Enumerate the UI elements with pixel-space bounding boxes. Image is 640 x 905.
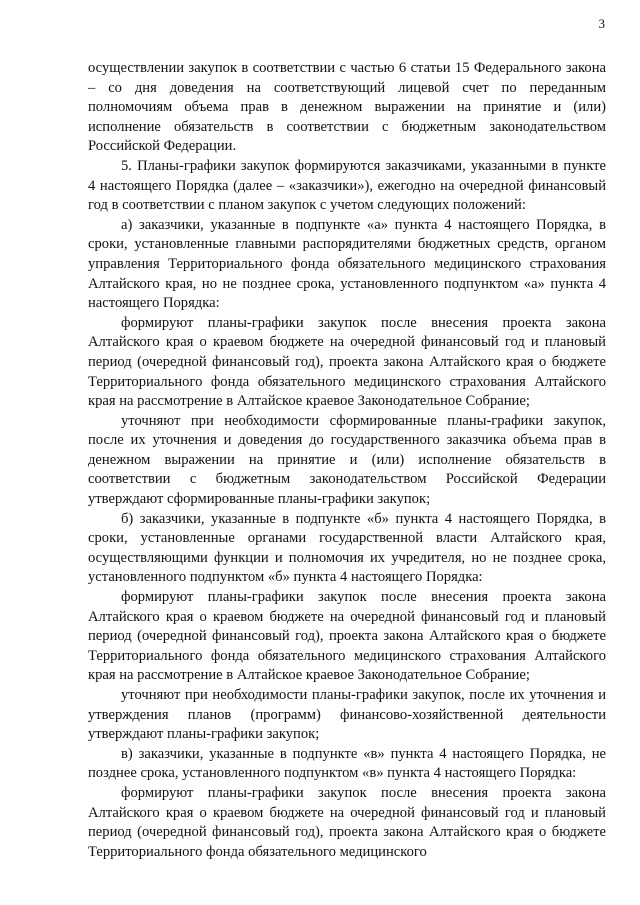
paragraph-subclause-b: б) заказчики, указанные в подпункте «б» пункта 4 настоящего Порядка, в сроки, установленные органами государственной власти Алтайского края, осуществляющими функции и полномочия их учредителя, но не позднее срока, установленного подпунктом «б» пункта 4 настоящего Порядка: — [88, 510, 606, 586]
page-number: 3 — [598, 16, 605, 31]
paragraph-subclause-a: а) заказчики, указанные в подпункте «а» пункта 4 настоящего Порядка, в сроки, установленные главными распорядителями бюджетных средств, органом управления Территориального фонда обязательного медицинского страхования Алтайского края, но не позднее срока, установленного подпунктом «а» пункта 4 настоящего Порядка: — [88, 216, 606, 312]
paragraph-a-form: формируют планы-графики закупок после внесения проекта закона Алтайского края о краевом бюджете на очередной финансовый год и плановый период (очередной финансовый год), проекта закона Алтайского края о бюджете Территориального фонда обязательного медицинского страхования Алтайского края на рассмотрение в Алтайское краевое Законодательное Собрание; — [88, 314, 606, 410]
paragraph-b-form: формируют планы-графики закупок после внесения проекта закона Алтайского края о краевом бюджете на очередной финансовый год и плановый период (очередной финансовый год), проекта закона Алтайского края о бюджете Территориального фонда обязательного медицинского страхования Алтайского края на рассмотрение в Алтайское краевое Законодательное Собрание; — [88, 589, 606, 684]
document-body — [88, 59, 606, 862]
paragraph-clause-5: 5. Планы-графики закупок формируются заказчиками, указанными в пункте 4 настоящего Порядка (далее – «заказчики»), ежегодно на очередной финансовый год в соответствии с планом закупок с учетом следующих положений: — [88, 157, 606, 214]
paragraph-b-refine: уточняют при необходимости планы-графики закупок, после их уточнения и утверждения планов (программ) финансово-хозяйственной деятельности утверждают планы-графики закупок; — [88, 687, 606, 743]
paragraph-a-refine: уточняют при необходимости сформированные планы-графики закупок, после их уточнения и доведения до государственного заказчика объема прав в денежном выражении на принятие и (или) исполнение обязательств в соответствии с бюджетным законодательством Российской Федерации утверждают сформированные планы-графики закупок; — [88, 412, 606, 508]
paragraph-continuation: осуществлении закупок в соответствии с частью 6 статьи 15 Федерального закона – со дня доведения на соответствующий лицевой счет по переданным полномочиям объема прав в денежном выражении на принятие и (или) исполнение обязательств в соответствии с бюджетным законодательством Российской Федерации. — [88, 60, 606, 155]
paragraph-subclause-v: в) заказчики, указанные в подпункте «в» пункта 4 настоящего Порядка, не позднее срока, установленного подпунктом «в» пункта 4 настоящего Порядка: — [88, 745, 606, 782]
paragraph-v-form: формируют планы-графики закупок после внесения проекта закона Алтайского края о краевом бюджете на очередной финансовый год и плановый период (очередной финансовый год), проекта закона Алтайского края о бюджете Территориального фонда обязательного медицинского — [88, 784, 606, 860]
